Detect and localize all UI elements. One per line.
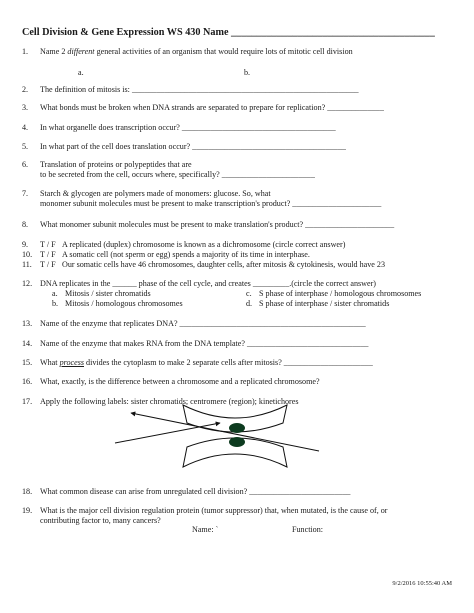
print-timestamp: 9/2/2016 10:55:40 AM	[392, 580, 452, 587]
question-14: 14. Name of the enzyme that makes RNA from the DNA template? ______________________________	[22, 339, 369, 348]
true-false-choice[interactable]: T / F	[40, 250, 56, 259]
option-a[interactable]: a. Mitosis / sister chromatids	[52, 289, 151, 298]
question-6: 6. Translation of proteins or polypeptides that are to be secreted from the cell, occurs where, specifically? _______________________	[22, 160, 315, 179]
replicated-chromosome-diagram	[95, 395, 335, 477]
question-3: 3. What bonds must be broken when DNA strands are separated to prepare for replication? ______________	[22, 103, 384, 112]
question-4: 4. In what organelle does transcription occur? ______________________________________	[22, 123, 336, 132]
question-18: 18. What common disease can arise from unregulated cell division? _________________________	[22, 487, 351, 496]
answer-a-label: a.	[78, 68, 84, 77]
question-7: 7. Starch & glycogen are polymers made of monomers: glucose. So, what monomer subunit molecules must be present to make transcription's product? ______________________	[22, 189, 382, 208]
true-false-choice[interactable]: T / F	[40, 240, 56, 249]
question-15: 15. What process divides the cytoplasm to make 2 separate cells after mitosis? ______________________	[22, 358, 373, 367]
question-10: 10. T / F A somatic cell (not sperm or egg) spends a majority of its time in interphase.	[22, 250, 310, 259]
question-19: 19. What is the major cell division regulation protein (tumor suppressor) that, when mutated, is the cause of, or contributing factor to, many cancers?	[22, 506, 388, 525]
answer-b-label: b.	[244, 68, 251, 77]
question-2: 2. The definition of mitosis is: ________________________________________________________	[22, 85, 359, 94]
question-17: 17. Apply the following labels: sister chromatids; centromere (region); kinetichores	[22, 397, 299, 406]
question-12: 12. DNA replicates in the ______ phase of the cell cycle, and creates _________.(circle the correct answer)	[22, 279, 376, 288]
label-arrow	[115, 423, 220, 443]
true-false-choice[interactable]: T / F	[40, 260, 56, 269]
q19-name-field: Name: `	[192, 525, 219, 534]
q19-function-field: Function:	[292, 525, 324, 534]
question-5: 5. In what part of the cell does translation occur? ______________________________________	[22, 142, 346, 151]
option-c[interactable]: c. S phase of interphase / homologous chromosomes	[246, 289, 422, 298]
option-d[interactable]: d. S phase of interphase / sister chromatids	[246, 299, 390, 308]
page-title: Cell Division & Gene Expression WS 430 Name ________________________________________	[22, 27, 435, 38]
question-9: 9. T / F A replicated (duplex) chromosome is known as a dichromosome (circle correct answer)	[22, 240, 346, 249]
centromere-region-lower	[229, 437, 245, 447]
centromere-region	[229, 423, 245, 433]
question-16: 16. What, exactly, is the difference between a chromosome and a replicated chromosome?	[22, 377, 320, 386]
question-8: 8. What monomer subunit molecules must be present to make translation's product? ______________________	[22, 220, 395, 229]
question-11: 11. T / F Our somatic cells have 46 chromosomes, daughter cells, after mitosis & cytokinesis, would have 23	[22, 260, 386, 269]
question-13: 13. Name of the enzyme that replicates DNA? ______________________________________________	[22, 319, 366, 328]
option-b[interactable]: b. Mitosis / homologous chromosomes	[52, 299, 183, 308]
question-1: 1. Name 2 different general activities of an organism that would require lots of mitotic cell division	[22, 47, 353, 56]
